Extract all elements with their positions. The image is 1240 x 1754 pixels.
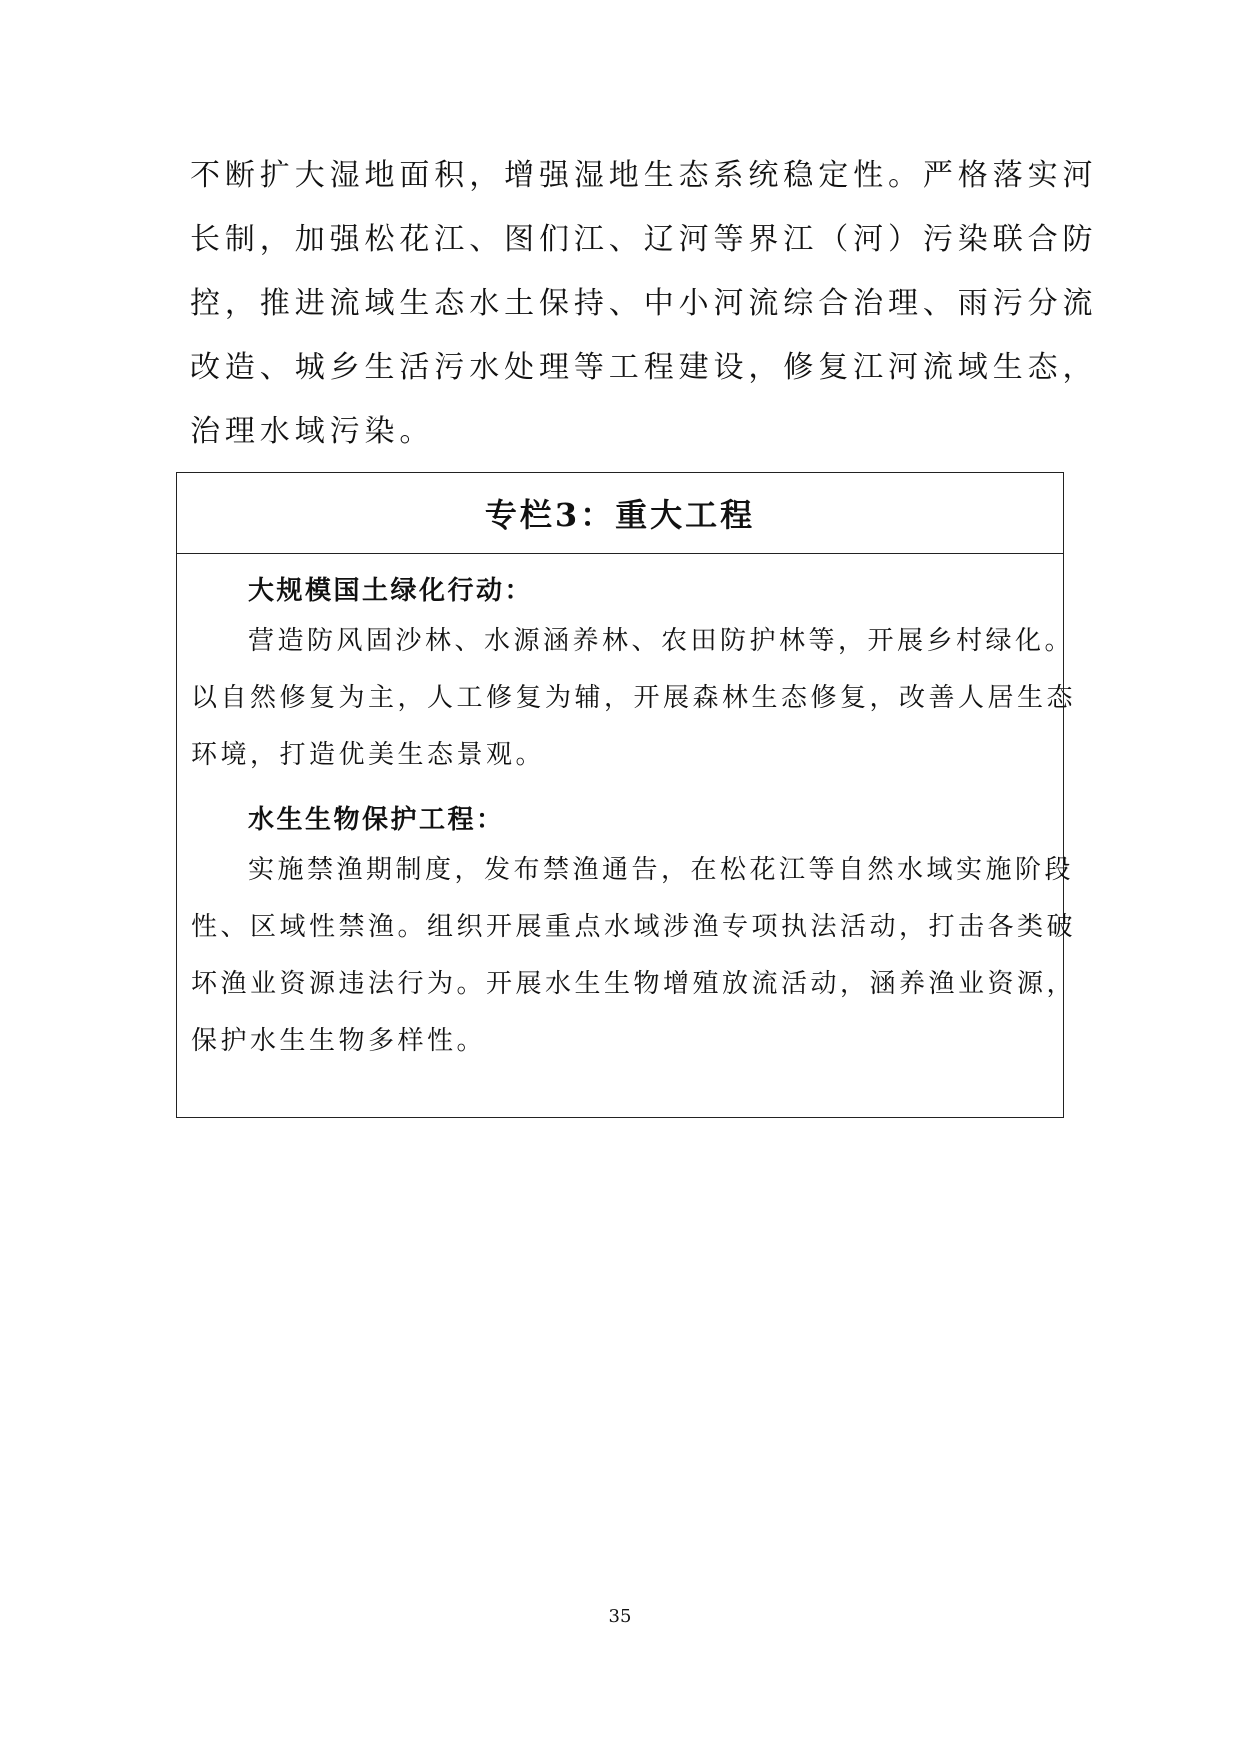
section-heading-greening: 大规模国土绿化行动： xyxy=(248,576,534,606)
section-line: 实施禁渔期制度，发布禁渔通告，在松花江等自然水域实施阶段 xyxy=(248,855,1075,885)
section-line: 保护水生生物多样性。 xyxy=(191,1026,487,1056)
section-line: 以自然修复为主，人工修复为辅，开展森林生态修复，改善人居生态 xyxy=(191,683,1077,713)
section-line: 环境，打造优美生态景观。 xyxy=(191,740,546,770)
special-column-box xyxy=(176,472,1077,1118)
intro-line: 不断扩大湿地面积，增强湿地生态系统稳定性。严格落实河 xyxy=(190,158,1098,193)
section-line: 性、区域性禁渔。组织开展重点水域涉渔专项执法活动，打击各类破 xyxy=(191,912,1077,942)
section-text-greening xyxy=(191,613,1077,784)
section-heading-aquatic: 水生生物保护工程： xyxy=(248,805,505,835)
section-line: 坏渔业资源违法行为。开展水生生物增殖放流活动，涵养渔业资源， xyxy=(191,969,1077,999)
intro-line: 改造、城乡生活污水处理等工程建设，修复江河流域生态， xyxy=(190,350,1098,385)
box-title: 专栏3：重大工程 xyxy=(484,496,756,534)
intro-line: 控，推进流域生态水土保持、中小河流综合治理、雨污分流 xyxy=(190,286,1098,321)
page-number: 35 xyxy=(608,1606,632,1627)
section-line: 营造防风固沙林、水源涵养林、农田防护林等，开展乡村绿化。 xyxy=(248,626,1075,656)
box-header xyxy=(177,473,1063,554)
section-text-aquatic xyxy=(191,842,1077,1070)
intro-paragraph xyxy=(190,144,1098,464)
intro-line: 治理水域污染。 xyxy=(190,414,435,449)
intro-line: 长制，加强松花江、图们江、辽河等界江（河）污染联合防 xyxy=(190,222,1098,257)
